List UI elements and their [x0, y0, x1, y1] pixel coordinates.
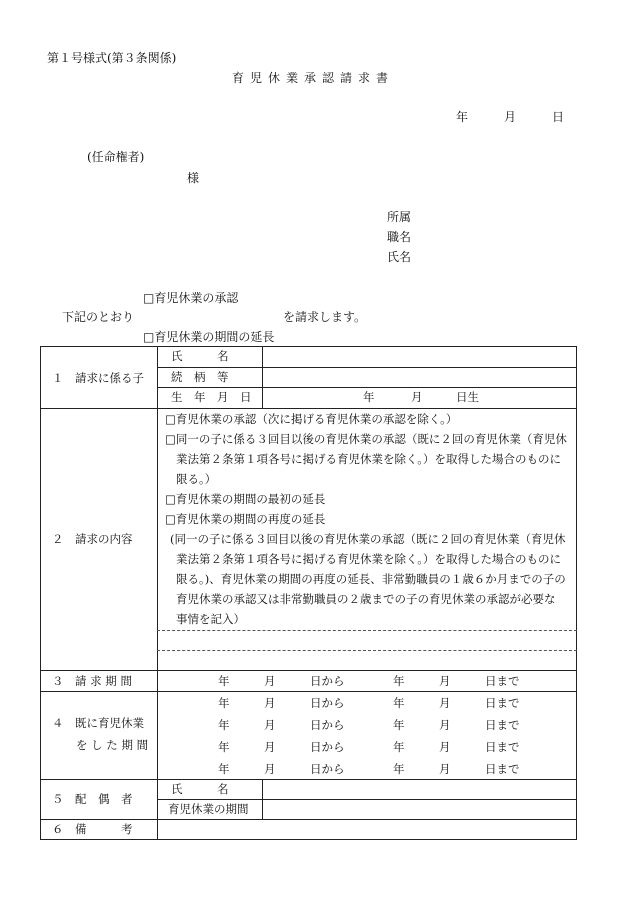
content-text-line: 業法第２条第１項各号に掲げる育児休業を除く。）を取得した場合のものに — [176, 552, 562, 566]
content-option-repeat-extension[interactable]: □育児休業の期間の再度の延長 — [165, 512, 326, 526]
content-text-line: 事情を記入） — [176, 612, 245, 626]
section-6-label: ６ 備 考 — [52, 822, 133, 836]
past-period-end-year: 年 — [393, 740, 405, 754]
section-2-label: ２ 請求の内容 — [52, 532, 133, 546]
past-period-start-day: 日から — [310, 696, 345, 710]
past-period-start-month: 月 — [264, 718, 276, 732]
appointing-authority-label: (任命権者) — [87, 150, 145, 164]
reason-entry-field[interactable] — [158, 631, 576, 669]
table-divider — [40, 691, 577, 692]
section-5-label: ５ 配 偶 者 — [52, 792, 133, 806]
past-period-end-year: 年 — [393, 696, 405, 710]
past-period-end-month: 月 — [439, 762, 451, 776]
remarks-field[interactable] — [158, 820, 576, 839]
past-period-end-month: 月 — [439, 696, 451, 710]
content-text-line: 業法第２条第１項各号に掲げる育児休業を除く。）を取得した場合のものに — [176, 452, 562, 466]
content-text-line: 育児休業の承認又は非常勤職員の２歳までの子の育児休業の承認が必要な — [176, 592, 556, 606]
spouse-leave-period-label: 育児休業の期間 — [168, 802, 249, 816]
past-period-end-day: 日まで — [485, 696, 520, 710]
birth-day-suffix: 日生 — [456, 390, 479, 404]
past-period-end-month: 月 — [439, 740, 451, 754]
spouse-leave-period-field[interactable] — [263, 800, 576, 818]
period-end-year: 年 — [393, 674, 405, 688]
past-period-end-year: 年 — [393, 762, 405, 776]
section-3-label: ３ 請 求 期 間 — [52, 674, 132, 688]
past-period-start-year: 年 — [218, 718, 230, 732]
past-period-end-year: 年 — [393, 718, 405, 732]
date-day-label: 日 — [552, 110, 565, 124]
table-divider — [40, 408, 577, 409]
content-text-line: (同一の子に係る３回目以後の育児休業の承認（既に２回の育児休業（育児休 — [170, 532, 566, 546]
past-period-start-day: 日から — [310, 740, 345, 754]
honorific-sama: 様 — [187, 171, 200, 185]
past-period-start-month: 月 — [264, 696, 276, 710]
past-period-end-day: 日まで — [485, 762, 520, 776]
form-number: 第１号様式(第３条関係) — [47, 51, 177, 65]
section-1-label: １ 請求に係る子 — [52, 371, 144, 385]
content-option-first-extension[interactable]: □育児休業の期間の最初の延長 — [165, 492, 326, 506]
child-name-label: 氏 名 — [171, 349, 229, 363]
table-divider — [40, 670, 577, 671]
request-prefix: 下記のとおり — [62, 310, 135, 324]
spouse-name-label: 氏 名 — [171, 782, 229, 796]
content-option-approval[interactable]: □育児休業の承認（次に掲げる育児休業の承認を除く。） — [165, 412, 458, 426]
child-relation-label: 続 柄 等 — [171, 370, 229, 384]
period-end-month: 月 — [439, 674, 451, 688]
past-period-end-day: 日まで — [485, 718, 520, 732]
section-4-label-line2: を し た 期 間 — [76, 738, 149, 752]
affiliation-label: 所属 — [387, 210, 412, 224]
table-divider — [157, 387, 577, 388]
past-period-start-day: 日から — [310, 762, 345, 776]
past-period-end-day: 日まで — [485, 740, 520, 754]
position-label: 職名 — [387, 230, 412, 244]
date-year-label: 年 — [456, 110, 469, 124]
period-end-day: 日まで — [485, 674, 520, 688]
option-period-extension-checkbox[interactable]: □育児休業の期間の延長 — [143, 330, 275, 344]
past-period-start-day: 日から — [310, 718, 345, 732]
spouse-name-field[interactable] — [263, 780, 576, 798]
birth-month-label: 月 — [411, 390, 423, 404]
page-title: 育児休業承認請求書 — [232, 71, 395, 85]
past-period-start-month: 月 — [264, 762, 276, 776]
past-period-start-year: 年 — [218, 696, 230, 710]
child-name-field[interactable] — [263, 347, 576, 366]
period-start-day: 日から — [310, 674, 345, 688]
option-leave-approval-checkbox[interactable]: □育児休業の承認 — [143, 291, 239, 305]
content-text-line: 限る。)、育児休業の期間の再度の延長、非常勤職員の１歳６か月までの子の — [176, 572, 566, 586]
section-4-label: ４ 既に育児休業 — [52, 716, 144, 730]
past-period-start-year: 年 — [218, 762, 230, 776]
content-text-line: 限る。） — [176, 472, 217, 486]
content-option-third-leave[interactable]: □同一の子に係る３回目以後の育児休業の承認（既に２回の育児休業（育児休 — [165, 432, 567, 446]
past-period-start-month: 月 — [264, 740, 276, 754]
child-relation-field[interactable] — [263, 368, 576, 386]
period-start-month: 月 — [264, 674, 276, 688]
period-start-year: 年 — [218, 674, 230, 688]
birth-year-label: 年 — [363, 390, 375, 404]
table-divider — [157, 346, 158, 840]
applicant-name-label: 氏名 — [387, 250, 412, 264]
date-month-label: 月 — [504, 110, 517, 124]
request-suffix: を請求します。 — [283, 310, 367, 324]
past-period-start-year: 年 — [218, 740, 230, 754]
child-birthdate-label: 生 年 月 日 — [171, 390, 252, 404]
past-period-end-month: 月 — [439, 718, 451, 732]
